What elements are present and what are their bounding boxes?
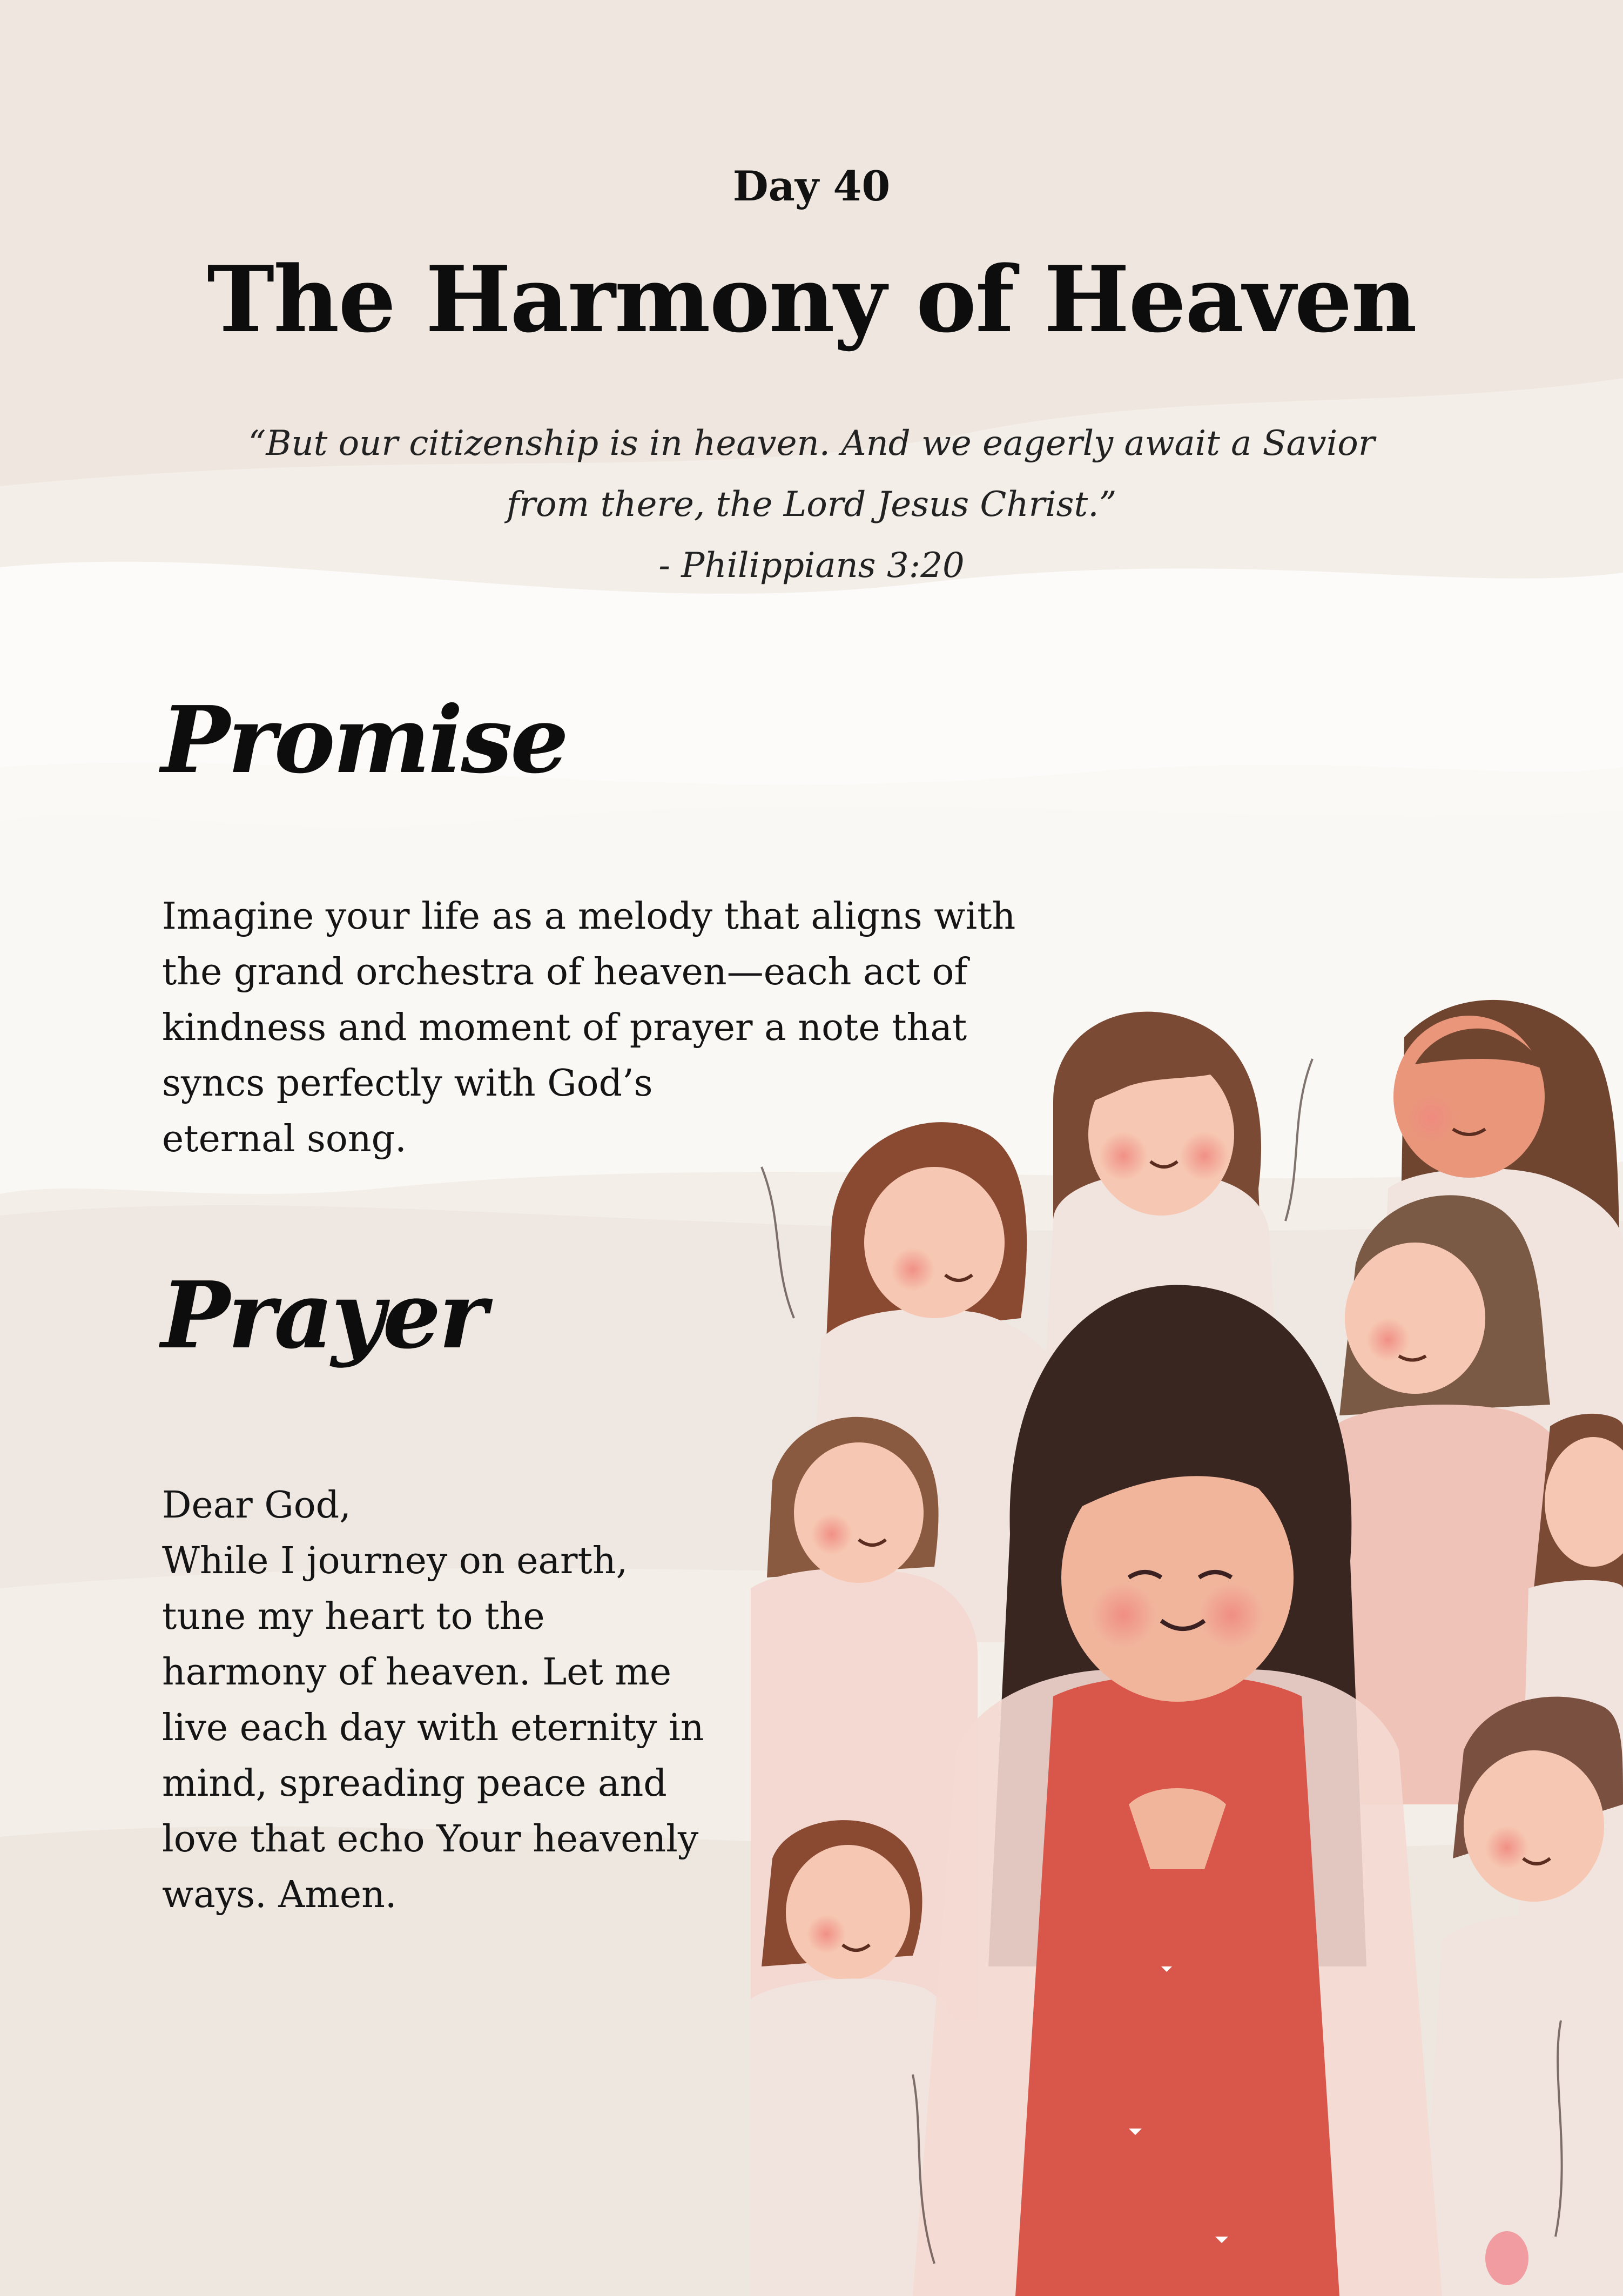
prayer-line: live each day with eternity in [162,1707,704,1749]
prayer-heading: Prayer [161,1261,486,1369]
choir-illustration [751,940,1623,2296]
promise-line: Imagine your life as a melody that aligns with [162,895,1016,938]
page-title: The Harmony of Heaven [207,246,1416,353]
promise-line: the grand orchestra of heaven—each act of [162,951,968,993]
promise-line: kindness and moment of prayer a note that [162,1006,967,1049]
scripture-verse [0,413,1623,596]
verse-line: from there, the Lord Jesus Christ.” [506,485,1117,525]
prayer-line: harmony of heaven. Let me [162,1651,672,1694]
verse-reference: - Philippians 3:20 [658,546,965,586]
day-label: Day 40 [732,162,891,210]
prayer-line: While I journey on earth, [162,1540,628,1582]
prayer-paragraph [162,1478,704,1923]
prayer-line: love that echo Your heavenly [162,1818,699,1861]
promise-heading: Promise [161,686,567,794]
prayer-line: tune my heart to the [162,1595,545,1638]
prayer-line: mind, spreading peace and [162,1762,667,1805]
promise-line: syncs perfectly with God’s [162,1062,653,1105]
prayer-line: ways. Amen. [162,1874,397,1916]
verse-line: “But our citizenship is in heaven. And we eagerly await a Savior [248,424,1375,464]
promise-line: eternal song. [162,1118,407,1160]
prayer-line: Dear God, [162,1484,351,1527]
